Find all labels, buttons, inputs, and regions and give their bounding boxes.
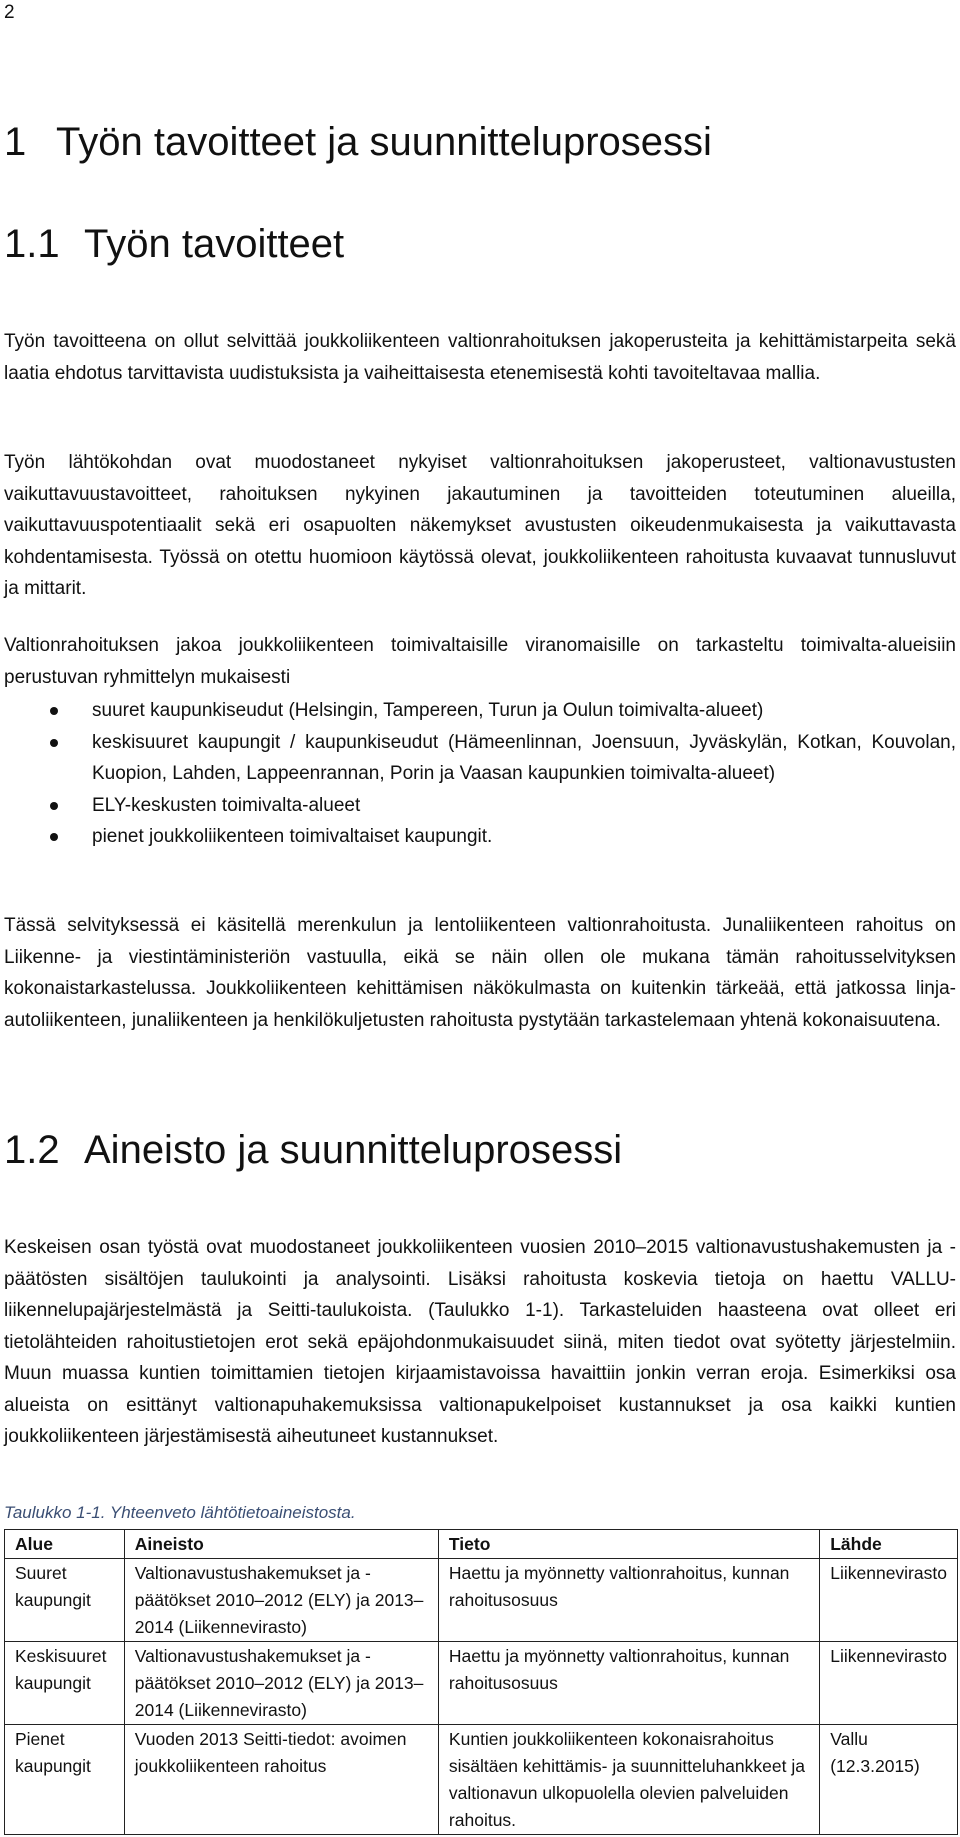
bullet-icon (50, 833, 58, 841)
table-cell: Liikennevirasto (820, 1559, 958, 1642)
paragraph: Työn lähtökohdan ovat muodostaneet nykyiset valtionrahoituksen jakoperusteet, valtionavustusten vaikuttavuustavoitteet, rahoituksen nykyinen jakautuminen ja tavoitteiden toteutuminen alueilla, vaikuttavuuspotentiaalit sekä eri osapuolten näkemykset avustusten oikeudenmukaisesta ja vaikuttavasta kohdentamisesta. Työssä on otettu huomioon käytössä olevat, joukkoliikenteen rahoitusta kuvaavat tunnusluvut ja mittarit. (4, 452, 956, 599)
column-header: Lähde (820, 1530, 958, 1559)
section-number: 1.2 (4, 1128, 60, 1172)
table-cell: Vuoden 2013 Seitti-tiedot: avoimen joukkoliikenteen rahoitus (124, 1725, 438, 1835)
paragraph: Keskeisen osan työstä ovat muodostaneet joukkoliikenteen vuosien 2010–2015 valtionavustushakemusten ja -päätösten sisältöjen taulukointi ja analysointi. Lisäksi rahoitusta koskevia tietoja on haettu VALLU-liikennelupajärjestelmästä ja Seitti-taulukoista. (Taulukko 1-1). Tarkasteluiden haasteena ovat olleet eri tietolähteiden rahoitustietojen erot sekä epäjohdonmukaisuudet siinä, miten tiedot ovat syötetty järjestelmiin. Muun muassa kuntien toimittamien tietojen kirjaamistavoissa havaittiin jonkin verran eroja. Esimerkiksi osa alueista on esittänyt valtionapuhakemuksissa valtionapukelpoiset kustannukset ja osa kaikki kuntien joukkoliikenteen järjestämisestä aiheutuneet kustannukset. (4, 1237, 956, 1447)
table-cell: Valtionavustushakemukset ja -päätökset 2010–2012 (ELY) ja 2013–2014 (Liikennevirasto) (124, 1559, 438, 1642)
source-data-table (4, 1529, 958, 1835)
bullet-icon (50, 802, 58, 810)
list-item (4, 695, 956, 727)
bullet-icon (50, 707, 58, 715)
section-heading-1-1 (4, 222, 344, 267)
table-cell: Vallu (12.3.2015) (820, 1725, 958, 1835)
section-heading-1-2 (4, 1128, 622, 1173)
chapter-title: Työn tavoitteet ja suunnitteluprosessi (56, 120, 712, 164)
list-item-text: pienet joukkoliikenteen toimivaltaiset kaupungit. (92, 826, 493, 847)
table-header-row (5, 1530, 958, 1559)
bullet-list (4, 695, 956, 853)
table-row (5, 1725, 958, 1835)
table-cell: Suuret kaupungit (5, 1559, 125, 1642)
list-item (4, 727, 956, 790)
table-cell: Pienet kaupungit (5, 1725, 125, 1835)
column-header: Alue (5, 1530, 125, 1559)
section-number: 1.1 (4, 222, 60, 266)
paragraph: Työn tavoitteena on ollut selvittää joukkoliikenteen valtionrahoituksen jakoperusteita ja kehittämistarpeita sekä laatia ehdotus tarvittavista uudistuksista ja vaiheittaisesta etenemisestä kohti tavoiteltavaa mallia. (4, 331, 956, 384)
page-number: 2 (4, 2, 15, 23)
list-item (4, 821, 956, 853)
list-item (4, 790, 956, 822)
table-row (5, 1642, 958, 1725)
table-cell: Haettu ja myönnetty valtionrahoitus, kunnan rahoitusosuus (438, 1559, 819, 1642)
table-cell: Valtionavustushakemukset ja -päätökset 2010–2012 (ELY) ja 2013–2014 (Liikennevirasto) (124, 1642, 438, 1725)
bullet-icon (50, 739, 58, 747)
paragraph: Valtionrahoituksen jakoa joukkoliikenteen toimivaltaisille viranomaisille on tarkasteltu toimivalta-alueisiin perustuvan ryhmittelyn mukaisesti (4, 635, 956, 688)
table-row (5, 1559, 958, 1642)
table-cell: Keskisuuret kaupungit (5, 1642, 125, 1725)
chapter-number: 1 (4, 120, 27, 164)
paragraph: Tässä selvityksessä ei käsitellä merenkulun ja lentoliikenteen valtionrahoitusta. Junaliikenteen rahoitus on Liikenne- ja viestintäministeriön vastuulla, eikä se näin ollen ole mukana tämän rahoitusselvityksen kokonaistarkastelussa. Joukkoliikenteen kehittämisen näkökulmasta on kuitenkin tärkeää, että jatkossa linja-autoliikenteen, junaliikenteen ja henkilökuljetusten rahoitusta pystytään tarkastelemaan yhtenä kokonaisuutena. (4, 915, 956, 1031)
list-item-text: keskisuuret kaupungit / kaupunkiseudut (Hämeenlinnan, Joensuun, Jyväskylän, Kotkan, Kouvolan, Kuopion, Lahden, Lappeenrannan, Porin ja Vaasan kaupunkien toimivalta-alueet) (92, 731, 956, 784)
column-header: Aineisto (124, 1530, 438, 1559)
list-item-text: suuret kaupunkiseudut (Helsingin, Tampereen, Turun ja Oulun toimivalta-alueet) (92, 700, 764, 721)
section-title: Työn tavoitteet (84, 222, 345, 266)
column-header: Tieto (438, 1530, 819, 1559)
table-cell: Haettu ja myönnetty valtionrahoitus, kunnan rahoitusosuus (438, 1642, 819, 1725)
section-title: Aineisto ja suunnitteluprosessi (84, 1128, 623, 1172)
table-caption: Taulukko 1-1. Yhteenveto lähtötietoaineistosta. (4, 1503, 356, 1522)
chapter-heading (4, 120, 712, 165)
table-cell: Kuntien joukkoliikenteen kokonaisrahoitus sisältäen kehittämis- ja suunnitteluhankkeet ja valtionavun ulkopuolella olevien palveluiden rahoitus. (438, 1725, 819, 1835)
list-item-text: ELY-keskusten toimivalta-alueet (92, 794, 361, 816)
table-cell: Liikennevirasto (820, 1642, 958, 1725)
